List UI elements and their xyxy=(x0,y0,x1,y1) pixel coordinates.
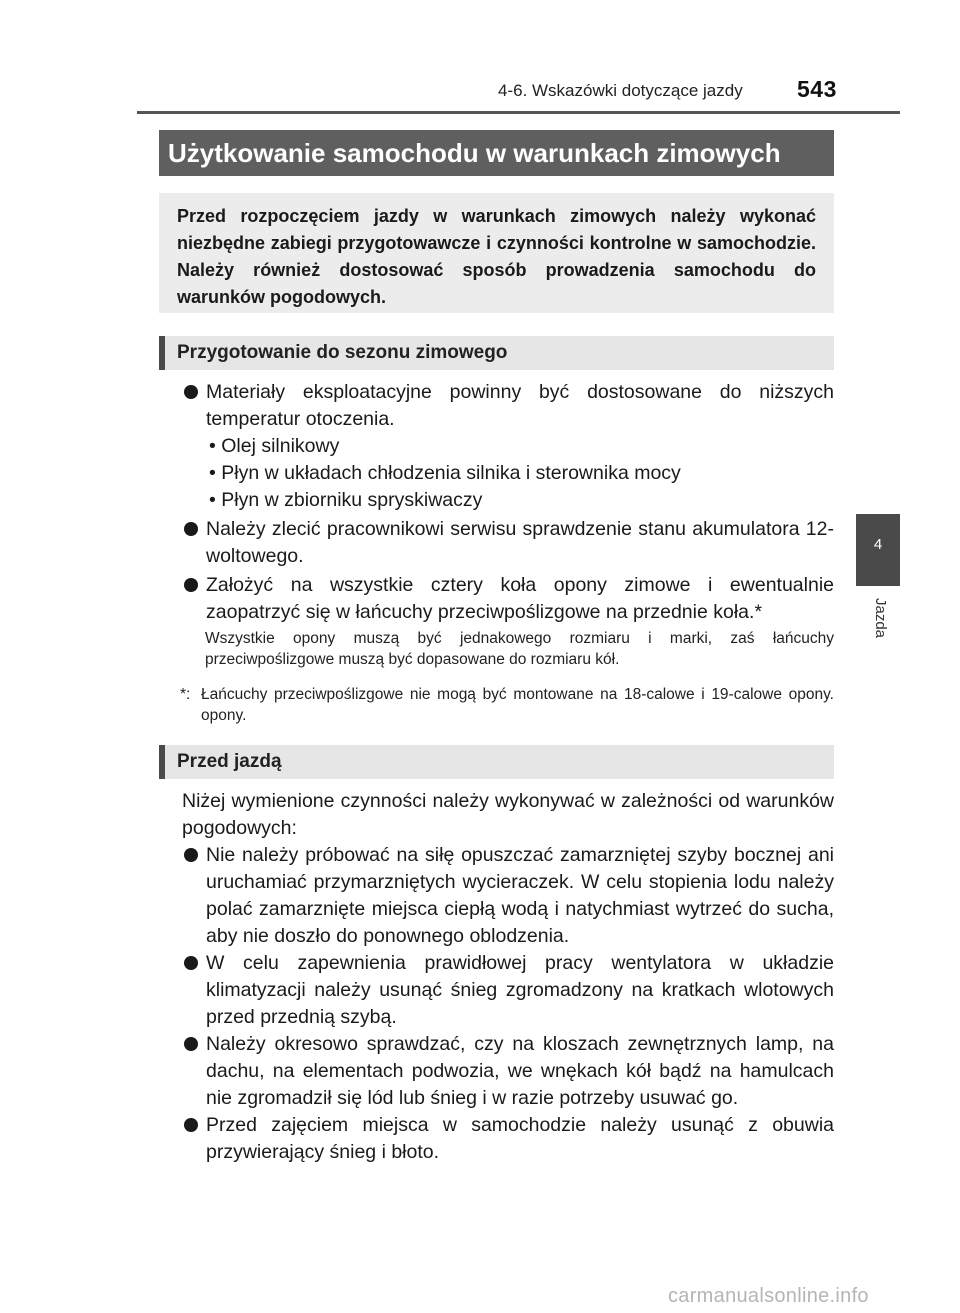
list-item xyxy=(184,572,834,626)
sub-list-item: • Olej silnikowy xyxy=(209,435,340,457)
list-item xyxy=(184,842,834,950)
page-title: Użytkowanie samochodu w warunkach zimowych xyxy=(159,130,834,176)
sub-list-item: • Płyn w zbiorniku spryskiwaczy xyxy=(209,489,483,511)
bullet-dot-icon xyxy=(184,578,198,592)
chapter-label: Jazda xyxy=(872,598,889,639)
list-item-text: Przed zajęciem miejsca w samochodzie należy usunąć z obuwia przywierający śnieg i błoto. xyxy=(206,1114,834,1163)
footnote xyxy=(180,684,834,726)
list-item-text: Należy okresowo sprawdzać, czy na kloszach zewnętrznych lamp, na dachu, na elementach podwozia, we wnękach kół bądź na hamulcach nie zgromadził się lód lub śnieg i w razie potrzeby usuwać go. xyxy=(206,1033,834,1109)
list-item-text: Nie należy próbować na siłę opuszczać zamarzniętej szyby bocznej ani uruchamiać przymarzniętych wycieraczek. W celu stopienia lodu należy polać zamarznięte miejsca ciepłą wodą i natychmiast wytrzeć do sucha, aby nie doszło do ponownego oblodzenia. xyxy=(206,844,834,947)
header-divider xyxy=(137,111,900,114)
bullet-dot-icon xyxy=(184,522,198,536)
list-item xyxy=(184,950,834,1031)
watermark: carmanualsonline.info xyxy=(668,1285,869,1307)
sub-list-item: • Płyn w układach chłodzenia silnika i sterownika mocy xyxy=(209,462,681,484)
bullet-dot-icon xyxy=(184,1037,198,1051)
page-number: 543 xyxy=(797,76,837,102)
intro-text: Przed rozpoczęciem jazdy w warunkach zimowych należy wykonać niezbędne zabiegi przygotowawcze i czynności kontrolne w samochodzie. Należy również dostosować sposób prowadzenia samochodu do warunków pogodowych. xyxy=(177,206,816,307)
intro-box xyxy=(159,193,834,313)
header-section-title: 4-6. Wskazówki dotyczące jazdy xyxy=(498,81,743,100)
footnote-mark: *: xyxy=(180,686,191,703)
section-heading-winter-preparation: Przygotowanie do sezonu zimowego xyxy=(159,336,834,370)
bullet-dot-icon xyxy=(184,848,198,862)
list-item xyxy=(184,516,834,570)
list-item-text: W celu zapewnienia prawidłowej pracy wentylatora w układzie klimatyzacji należy usunąć śnieg zgromadzony na kratkach wlotowych przed przednią szybą. xyxy=(206,952,834,1028)
tire-note: Wszystkie opony muszą być jednakowego rozmiaru i marki, zaś łańcuchy przeciwpoślizgowe muszą być dopasowane do rozmiaru kół. xyxy=(205,630,834,668)
chapter-number: 4 xyxy=(873,536,883,553)
bullet-dot-icon xyxy=(184,1118,198,1132)
list-item xyxy=(184,1112,834,1166)
bullet-dot-icon xyxy=(184,385,198,399)
list-item-text: Materiały eksploatacyjne powinny być dostosowane do niższych temperatur otoczenia. xyxy=(206,381,834,430)
list-item xyxy=(184,1031,834,1112)
bullet-dot-icon xyxy=(184,956,198,970)
list-item-text: Założyć na wszystkie cztery koła opony zimowe i ewentualnie zaopatrzyć się w łańcuchy przeciwpoślizgowe na przednie koła.* xyxy=(206,574,834,623)
list-item-text: Należy zlecić pracownikowi serwisu sprawdzenie stanu akumulatora 12-woltowego. xyxy=(206,518,834,567)
list-item xyxy=(184,379,834,433)
footnote-text: Łańcuchy przeciwpoślizgowe nie mogą być montowane na 18-calowe i 19-calowe opony. opony. xyxy=(201,686,834,724)
section-intro-paragraph: Niżej wymienione czynności należy wykonywać w zależności od warunków pogodowych: xyxy=(182,790,834,839)
section-heading-before-driving: Przed jazdą xyxy=(159,745,834,779)
chapter-tab xyxy=(856,514,900,586)
